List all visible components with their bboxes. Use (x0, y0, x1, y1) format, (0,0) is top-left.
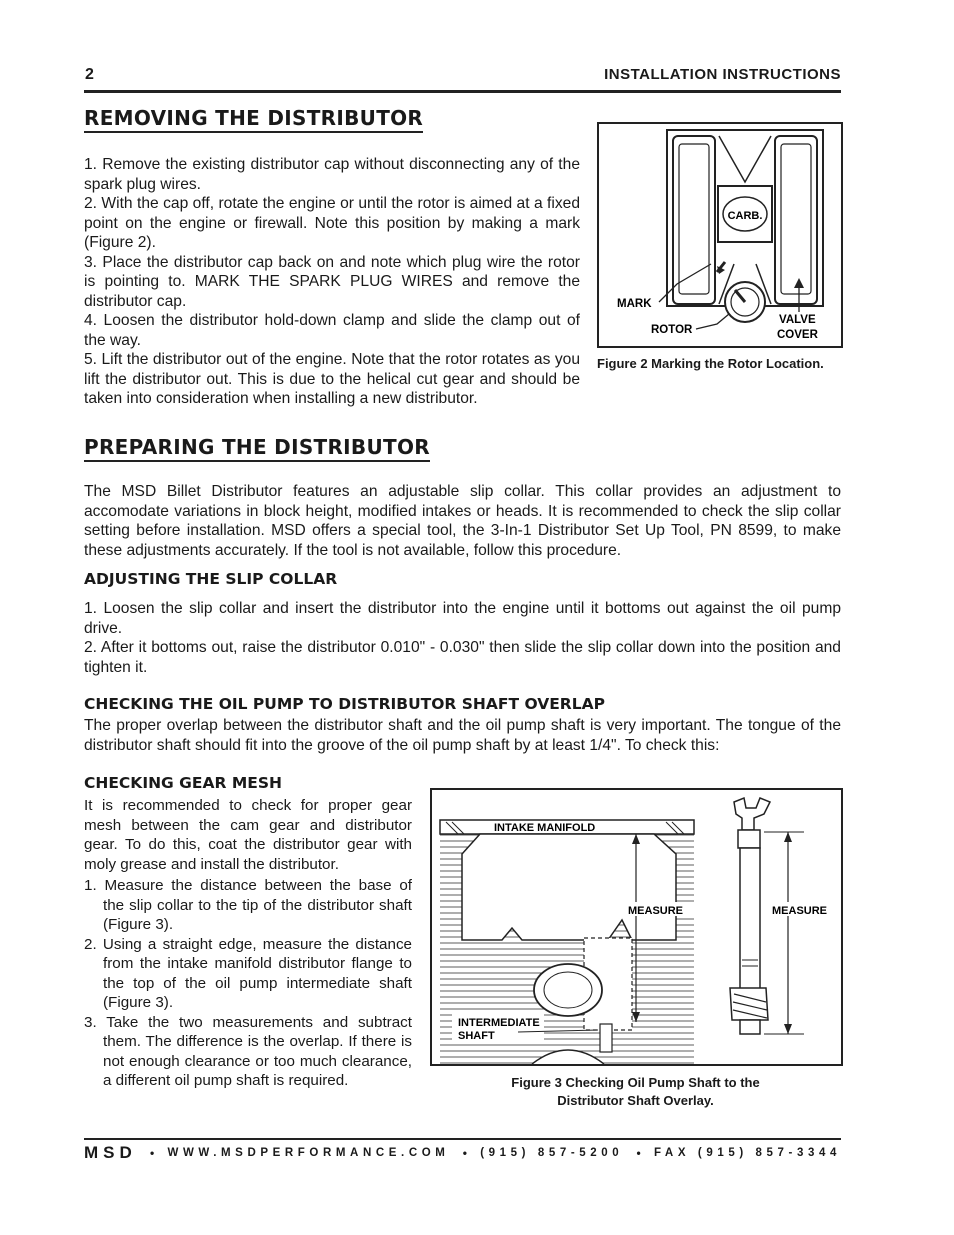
valve-label: VALVE (779, 314, 816, 326)
removing-step-4: 4. Loosen the distributor hold-down clamp and slide the clamp out of the way. (84, 312, 580, 349)
removing-step-2: 2. With the cap off, rotate the engine or until the rotor is aimed at a fixed point on the engine or firewall. Note this position by making a mark (Figure 2). (84, 195, 580, 251)
intermediate-label: INTERMEDIATE (458, 1017, 540, 1029)
figure-2-caption: Figure 2 Marking the Rotor Location. (597, 356, 824, 371)
removing-heading: REMOVING THE DISTRIBUTOR (84, 106, 423, 133)
figure-3-drawing (432, 790, 841, 1064)
gear-mesh-step-3: 3. Take the two measurements and subtract them. The difference is the overlap. If there is not enough clearance or too much clearance, a different oil pump shaft is required. (84, 1013, 412, 1089)
footer (84, 1143, 841, 1163)
slip-collar-heading: ADJUSTING THE SLIP COLLAR (84, 570, 338, 588)
figure-3-caption (430, 1074, 841, 1110)
header-rule (84, 90, 841, 93)
overlap-text: The proper overlap between the distributor shaft and the oil pump shaft is very important. The tongue of the distributor shaft should fit into the groove of the oil pump shaft by at least 1/4". To check this: (84, 717, 841, 754)
footer-phone: (915) 857-5200 (480, 1147, 624, 1159)
figure-2 (597, 122, 843, 348)
preparing-intro: The MSD Billet Distributor features an adjustable slip collar. This collar provides an adjustment to accomodate variations in block height, modified intakes or heads. It is recommended to check the slip collar setting before installation. MSD offers a special tool, the 3-In-1 Distributor Set Up Tool, PN 8599, to make these adjustments accurately. If the tool is not available, follow this procedure. (84, 483, 841, 559)
footer-bullet-1: • (150, 1146, 155, 1160)
figure-3-caption-line-1: Figure 3 Checking Oil Pump Shaft to the (511, 1075, 760, 1090)
figure-2-drawing (599, 124, 841, 346)
footer-rule (84, 1138, 841, 1140)
slip-collar-step-1: 1. Loosen the slip collar and insert the distributor into the engine until it bottoms out against the oil pump drive. (84, 600, 841, 637)
footer-bullet-3: • (636, 1146, 641, 1160)
intake-manifold-label: INTAKE MANIFOLD (494, 822, 596, 834)
removing-step-1: 1. Remove the existing distributor cap without disconnecting any of the spark plug wires. (84, 156, 580, 193)
gear-mesh-step-1: 1. Measure the distance between the base of the slip collar to the tip of the distributor shaft (Figure 3). (84, 877, 412, 933)
gear-mesh-intro: It is recommended to check for proper gear mesh between the cam gear and distributor gear. To do this, coat the distributor gear with moly grease and install the distributor. (84, 797, 412, 873)
removing-steps (84, 155, 580, 409)
mark-label: MARK (617, 298, 652, 310)
measure-right-label: MEASURE (772, 905, 828, 917)
shaft-label: SHAFT (458, 1030, 495, 1042)
footer-website: WWW.MSDPERFORMANCE.COM (167, 1147, 450, 1159)
rotor-label: ROTOR (651, 324, 693, 336)
figure-3 (430, 788, 843, 1066)
figure-3-caption-line-2: Distributor Shaft Overlay. (557, 1093, 714, 1108)
gear-mesh-step-2: 2. Using a straight edge, measure the distance from the intake manifold distributor flange to the top of the oil pump intermediate shaft (Figure 3). (84, 935, 412, 1011)
footer-brand: MSD (84, 1143, 137, 1162)
carb-label: CARB. (727, 210, 763, 222)
gear-mesh-steps (84, 876, 412, 1091)
overlap-heading: CHECKING THE OIL PUMP TO DISTRIBUTOR SHAFT OVERLAP (84, 695, 605, 713)
slip-collar-steps (84, 599, 841, 677)
removing-step-3: 3. Place the distributor cap back on and note which plug wire the rotor is pointing to. MARK THE SPARK PLUG WIRES and remove the distributor cap. (84, 253, 580, 310)
page-number: 2 (85, 66, 94, 83)
footer-bullet-2: • (462, 1146, 467, 1160)
header-title: INSTALLATION INSTRUCTIONS (604, 66, 841, 83)
preparing-heading: PREPARING THE DISTRIBUTOR (84, 435, 430, 462)
footer-fax: FAX (915) 857-3344 (653, 1147, 841, 1159)
cover-label: COVER (777, 329, 818, 341)
measure-left-label: MEASURE (628, 905, 684, 917)
slip-collar-step-2: 2. After it bottoms out, raise the distributor 0.010" - 0.030" then slide the slip collar down into the position and tighten it. (84, 639, 841, 676)
removing-step-5: 5. Lift the distributor out of the engine. Note that the rotor rotates as you lift the distributor out. This is due to the helical cut gear and should be taken into consideration when installing a new distributor. (84, 351, 580, 407)
gear-mesh-heading: CHECKING GEAR MESH (84, 774, 282, 792)
